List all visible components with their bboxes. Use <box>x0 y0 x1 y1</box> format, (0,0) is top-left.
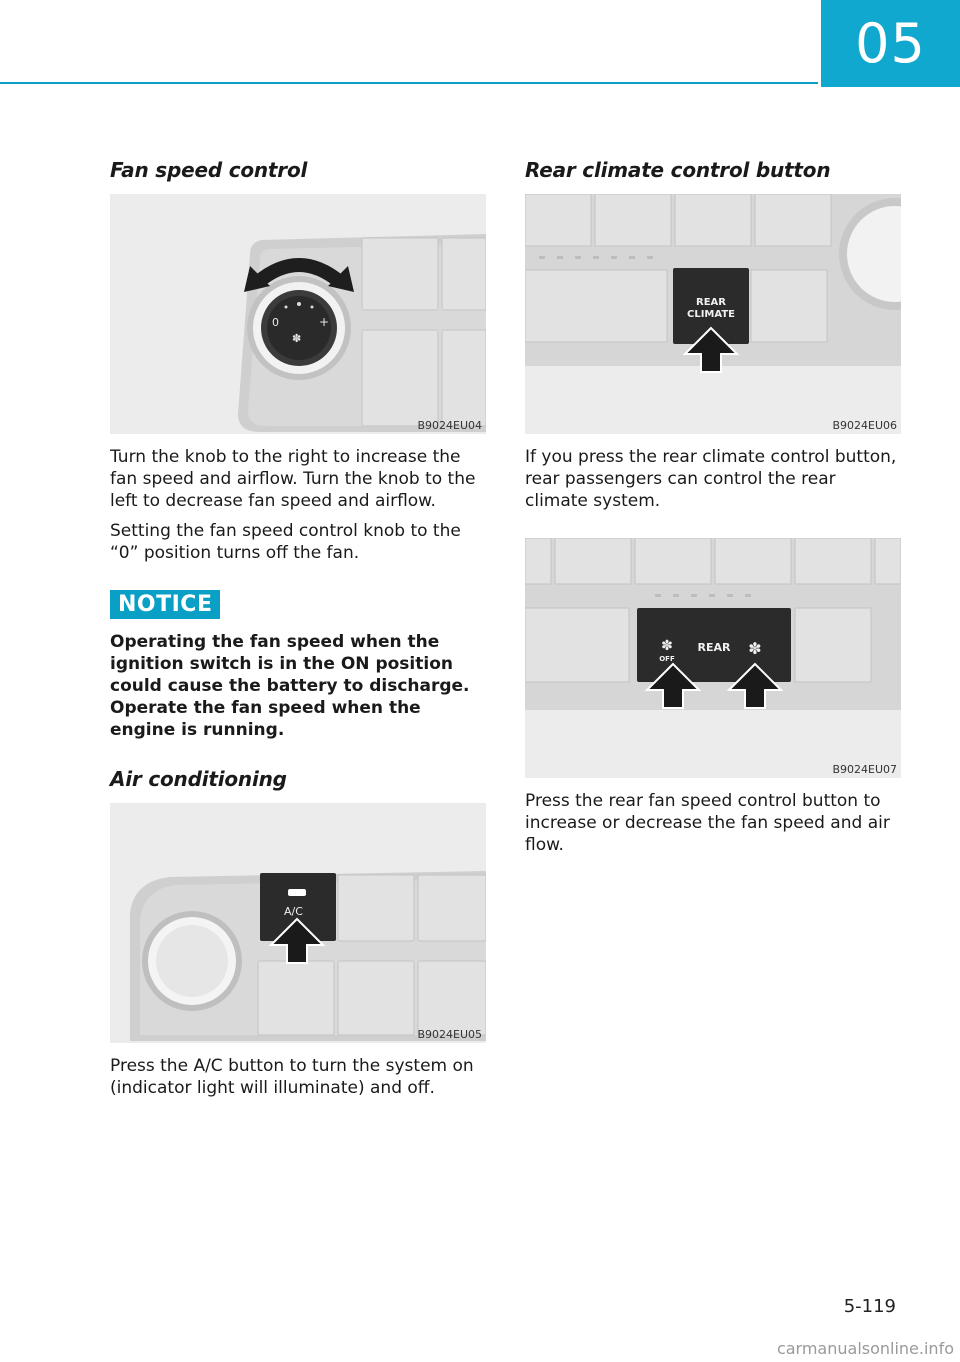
left-column <box>110 158 486 1099</box>
fan-speed-heading: Fan speed control <box>110 158 308 182</box>
fan-speed-para-1: Turn the knob to the right to increase the fan speed and airflow. Turn the knob to the left to decrease fan speed and airflow. <box>110 447 476 511</box>
ac-button-label: A/C <box>284 905 303 918</box>
ac-button-illustration <box>110 803 486 1043</box>
fan-knob-illustration <box>110 194 486 434</box>
svg-text:✽: ✽ <box>292 332 302 345</box>
rear-climate-heading: Rear climate control button <box>525 158 831 182</box>
fan-speed-para-2: Setting the fan speed control knob to the “0” position turns off the fan. <box>110 521 461 563</box>
figure-code: B9024EU07 <box>832 763 897 776</box>
fan-off-icon: ✽ <box>661 638 673 654</box>
rear-fan-para: Press the rear fan speed control button to increase or decrease the fan speed and air flow. <box>525 791 890 855</box>
figure-code: B9024EU04 <box>417 419 482 432</box>
rear-fan-illustration <box>525 538 901 778</box>
air-conditioning-para: Press the A/C button to turn the system on (indicator light will illuminate) and off. <box>110 1056 474 1098</box>
page-number: 5-119 <box>843 1296 896 1317</box>
ac-figure <box>110 803 486 1043</box>
ac-indicator-icon <box>288 889 306 896</box>
fan-icon: ✽ <box>748 639 762 658</box>
fan-speed-figure <box>110 194 486 434</box>
chapter-tab: 05 <box>821 0 960 87</box>
rear-fan-label: REAR <box>697 641 731 654</box>
notice-text: Operating the fan speed when the ignition switch is in the ON position could cause the battery to discharge. Operate the fan speed when the engine is running. <box>110 632 470 740</box>
fan-off-label: OFF <box>659 655 675 663</box>
figure-code: B9024EU06 <box>832 419 897 432</box>
rear-button-line-1: REAR <box>696 297 726 308</box>
rear-fan-figure <box>525 538 901 778</box>
figure-code: B9024EU05 <box>417 1028 482 1041</box>
right-column <box>525 158 901 856</box>
knob-plus-label: + <box>319 315 330 329</box>
watermark: carmanualsonline.info <box>776 1339 954 1358</box>
notice-badge: NOTICE <box>110 590 220 619</box>
air-conditioning-heading: Air conditioning <box>110 767 287 791</box>
knob-zero-label: 0 <box>272 316 279 329</box>
rear-climate-figure <box>525 194 901 434</box>
rear-climate-para: If you press the rear climate control button, rear passengers can control the rear climate system. <box>525 447 897 511</box>
rear-button-line-2: CLIMATE <box>687 309 735 320</box>
header-rule <box>0 82 818 84</box>
rear-climate-illustration <box>525 194 901 434</box>
